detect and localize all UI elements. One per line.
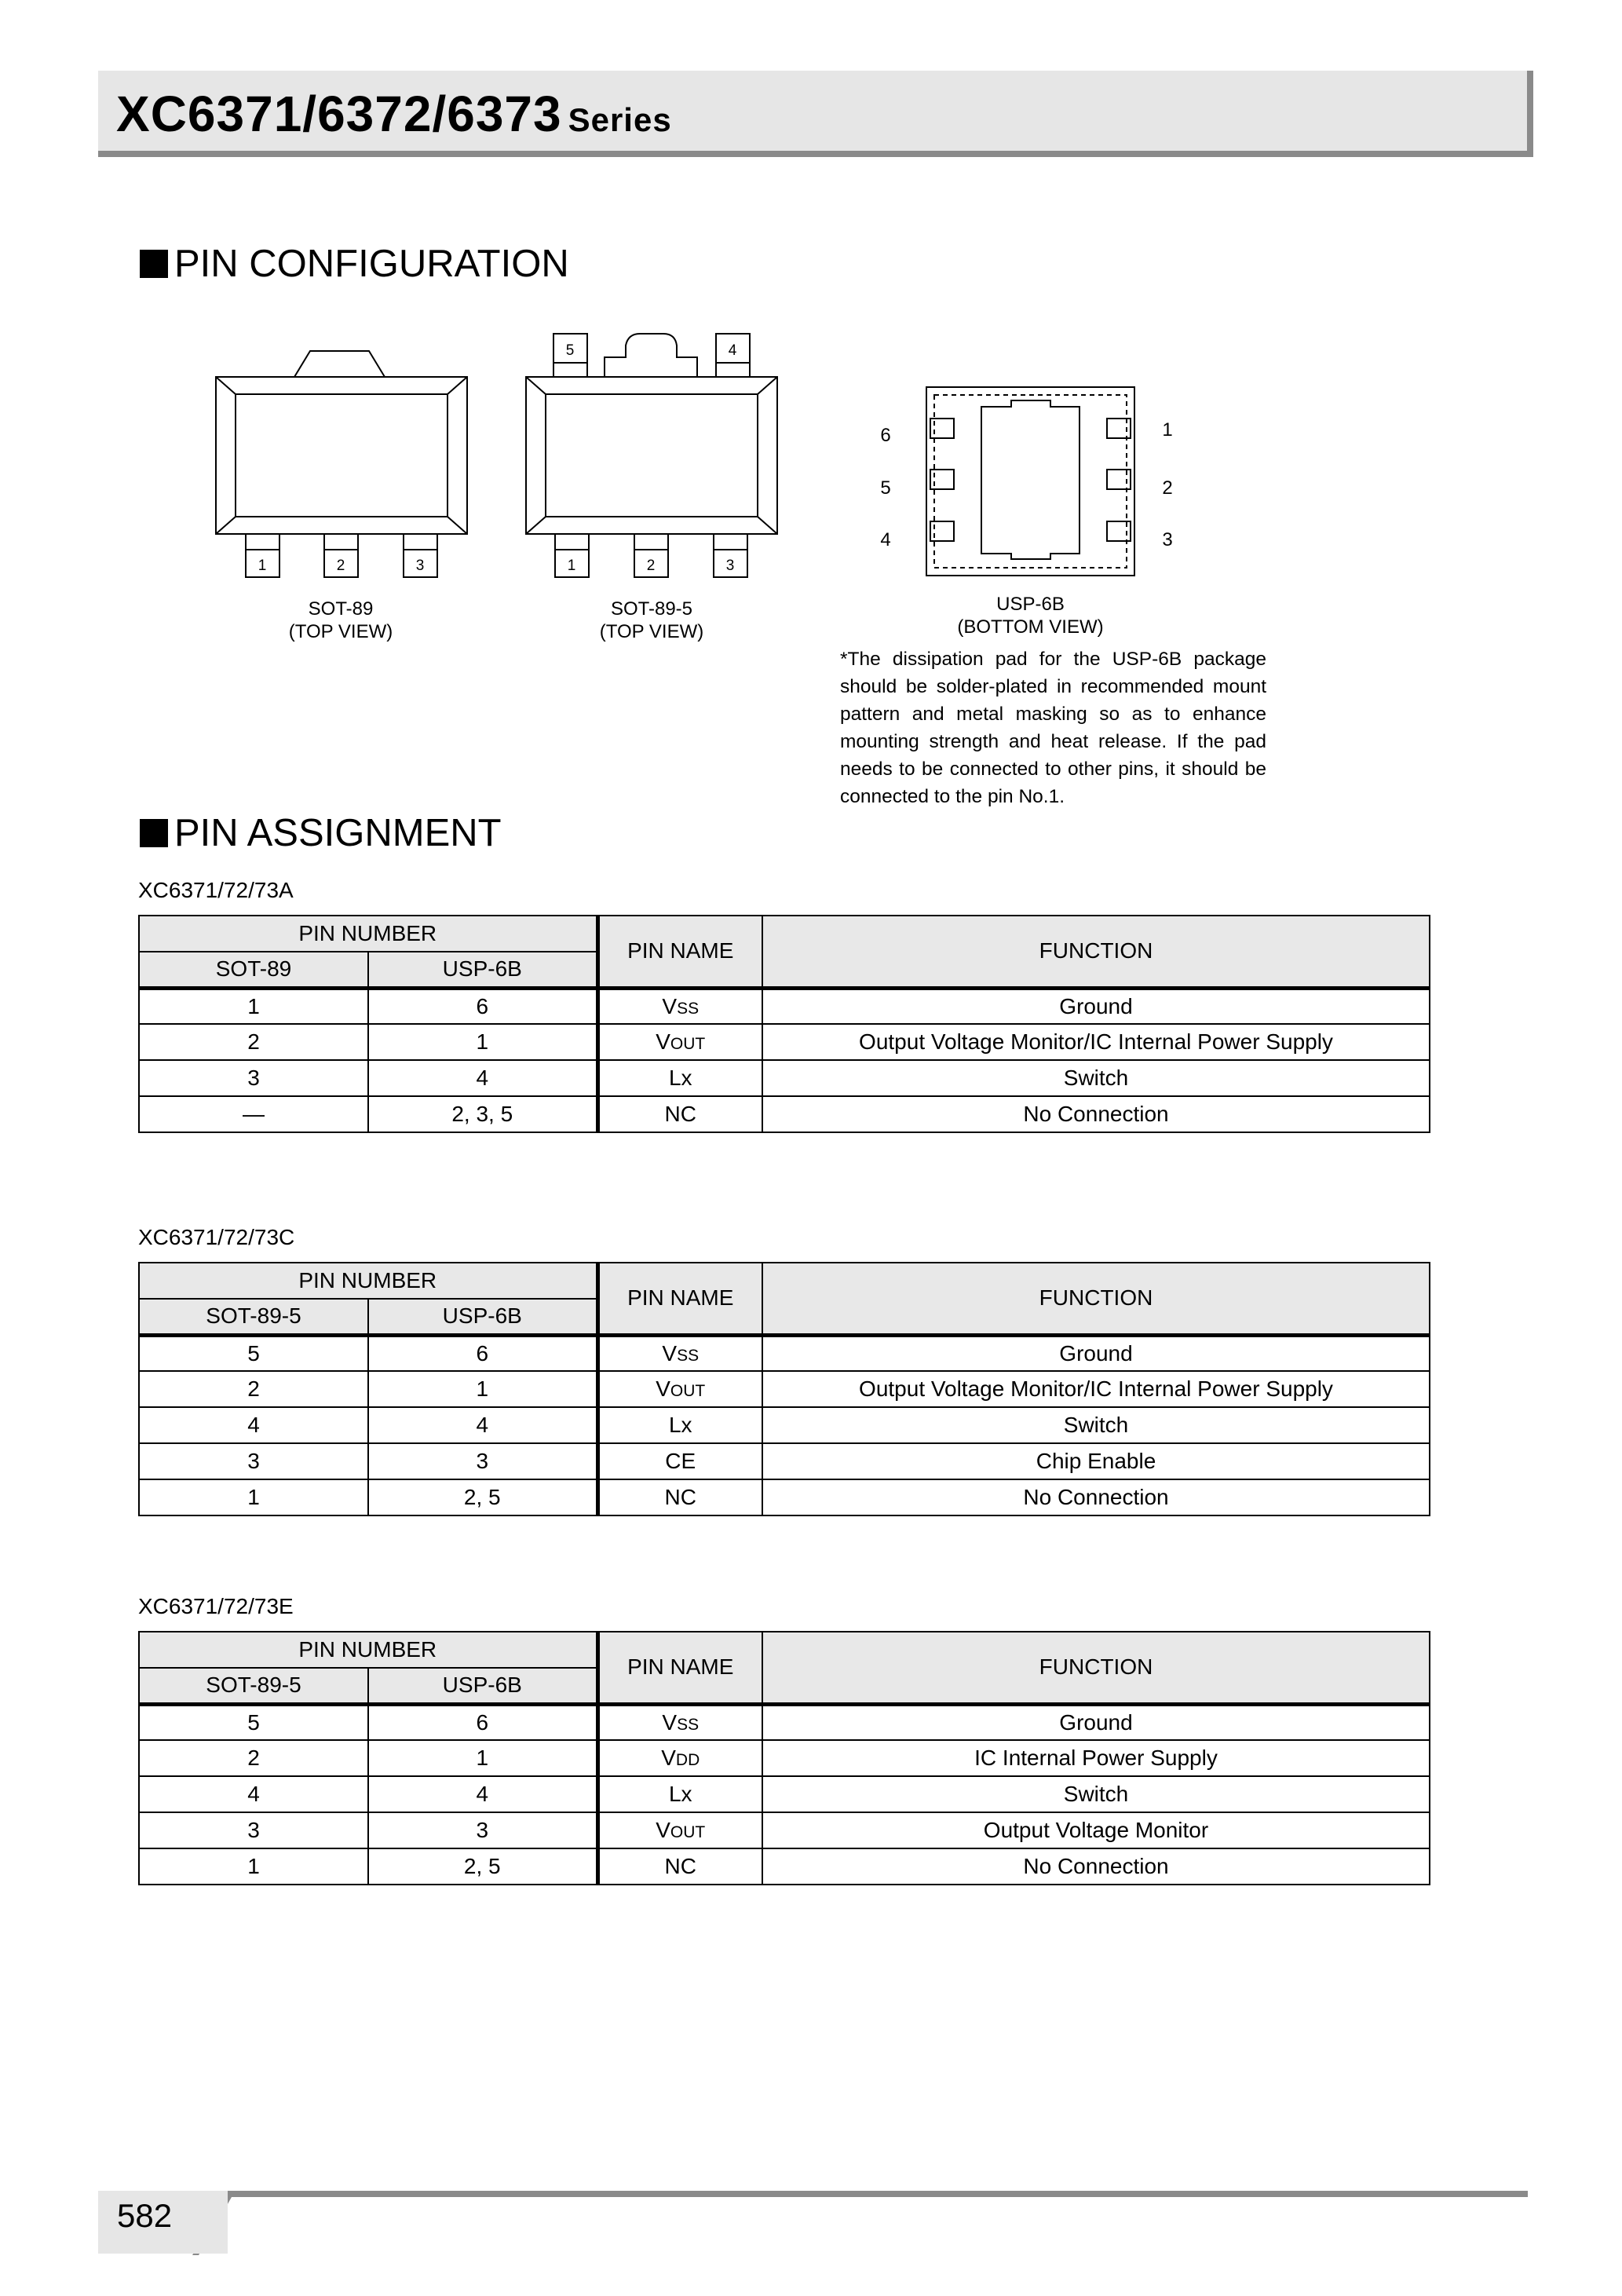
sot89-5-name: SOT-89-5 <box>610 598 693 620</box>
footer-rule <box>212 2191 1528 2197</box>
pin-name-sub: OUT <box>670 1035 706 1053</box>
table-row <box>139 988 1430 1024</box>
pin-number-header: PIN NUMBER <box>139 1263 597 1299</box>
pin-name-sub: SS <box>677 1715 700 1734</box>
pin-name-header: PIN NAME <box>597 916 762 988</box>
cell-pkg1: 1 <box>139 1848 368 1885</box>
cell-function: IC Internal Power Supply <box>762 1740 1430 1776</box>
pkg1-header: SOT-89 <box>139 952 368 988</box>
cell-pkg1: 5 <box>139 1704 368 1740</box>
pkg2-header: USP-6B <box>368 952 597 988</box>
cell-function: Output Voltage Monitor/IC Internal Power Supply <box>762 1371 1430 1407</box>
cell-pkg2: 1 <box>368 1024 597 1060</box>
cell-pkg1: ― <box>139 1096 368 1132</box>
square-bullet-icon <box>140 819 168 847</box>
page-number: 582 <box>117 2197 173 2234</box>
sot89-pin-3: 3 <box>415 558 425 574</box>
page-number-box <box>98 2191 228 2254</box>
cell-pkg2: 6 <box>368 988 597 1024</box>
cell-pkg1: 4 <box>139 1776 368 1812</box>
cell-pkg1: 5 <box>139 1335 368 1371</box>
usp6b-pin-2: 2 <box>1162 477 1173 499</box>
pin-assignment-title <box>140 811 502 855</box>
pin-name-sub: SS <box>677 999 700 1018</box>
cell-pkg1: 2 <box>139 1024 368 1060</box>
table-e-subtitle: XC6371/72/73E <box>138 1594 294 1618</box>
pin-name-header: PIN NAME <box>597 1263 762 1335</box>
sot89-5-view: (TOP VIEW) <box>599 621 704 642</box>
pin-name-main: Lx <box>668 1782 692 1806</box>
cell-pin-name <box>597 1060 762 1096</box>
cell-pin-name <box>597 1371 762 1407</box>
sot89-5-pin-3: 3 <box>725 558 735 574</box>
cell-function: Chip Enable <box>762 1443 1430 1479</box>
usp6b-pin-6: 6 <box>880 425 891 446</box>
pkg2-header: USP-6B <box>368 1299 597 1335</box>
cell-pkg1: 2 <box>139 1740 368 1776</box>
cell-function: No Connection <box>762 1096 1430 1132</box>
cell-pin-name <box>597 1776 762 1812</box>
sot89-5-pin-4: 4 <box>728 342 737 359</box>
pin-name-sub: SS <box>677 1346 700 1365</box>
cell-pin-name <box>597 1096 762 1132</box>
cell-function: No Connection <box>762 1848 1430 1885</box>
function-header: FUNCTION <box>762 1263 1430 1335</box>
table-row <box>139 1371 1430 1407</box>
pin-name-main: V <box>662 993 678 1018</box>
pin-name-main: CE <box>665 1449 696 1473</box>
cell-pkg1: 2 <box>139 1371 368 1407</box>
table-row <box>139 1776 1430 1812</box>
cell-pkg2: 6 <box>368 1704 597 1740</box>
usp6b-note: *The dissipation pad for the USP-6B package should be solder-plated in recommended mount pattern and metal masking so as to enhance mounting strength and heat release. If the pad needs to be connected to other pins, it should be connected to the pin No.1. <box>840 649 1266 807</box>
sot89-pin-1: 1 <box>258 558 267 574</box>
title-text: XC6371/6372/6373 <box>116 86 562 142</box>
sot89-5-pin-1: 1 <box>567 558 576 574</box>
pin-name-main: V <box>656 1377 670 1401</box>
table-row <box>139 1024 1430 1060</box>
sot89-label <box>262 598 419 643</box>
sot89-name: SOT-89 <box>308 598 374 620</box>
usp6b-pin-3: 3 <box>1162 529 1173 550</box>
table-row <box>139 1443 1430 1479</box>
usp6b-label <box>934 593 1127 638</box>
table-row <box>139 1812 1430 1848</box>
cell-pin-name <box>597 1443 762 1479</box>
cell-pkg2: 4 <box>368 1407 597 1443</box>
cell-pkg1: 3 <box>139 1443 368 1479</box>
cell-pkg2: 1 <box>368 1371 597 1407</box>
cell-function: Switch <box>762 1407 1430 1443</box>
sot89-5-pin-2: 2 <box>646 558 656 574</box>
cell-function: Ground <box>762 988 1430 1024</box>
pin-name-sub: OUT <box>670 1823 706 1841</box>
cell-pin-name <box>597 1407 762 1443</box>
cell-pin-name <box>597 1740 762 1776</box>
cell-pin-name <box>597 1024 762 1060</box>
usp6b-diagram <box>880 387 1172 576</box>
pin-name-main: NC <box>664 1102 696 1126</box>
pin-name-sub: OUT <box>670 1382 706 1400</box>
cell-function: No Connection <box>762 1479 1430 1515</box>
pin-name-main: V <box>656 1029 670 1054</box>
sot89-5-diagram <box>526 334 777 577</box>
sot89-view: (TOP VIEW) <box>288 621 393 642</box>
package-diagrams <box>0 0 1622 707</box>
table-row <box>139 1848 1430 1885</box>
cell-pkg2: 2, 5 <box>368 1848 597 1885</box>
cell-pin-name <box>597 1479 762 1515</box>
cell-pkg2: 3 <box>368 1812 597 1848</box>
pin-number-header: PIN NUMBER <box>139 1632 597 1668</box>
function-header: FUNCTION <box>762 1632 1430 1704</box>
cell-pkg2: 4 <box>368 1060 597 1096</box>
cell-function: Switch <box>762 1060 1430 1096</box>
cell-pin-name <box>597 1704 762 1740</box>
table-row <box>139 1335 1430 1371</box>
pkg2-header: USP-6B <box>368 1668 597 1704</box>
usp6b-name: USP-6B <box>996 594 1065 615</box>
pkg1-header: SOT-89-5 <box>139 1668 368 1704</box>
pin-config-title-text: PIN CONFIGURATION <box>174 243 569 285</box>
cell-function: Ground <box>762 1704 1430 1740</box>
pin-table-e <box>138 1631 1430 1885</box>
table-row <box>139 1060 1430 1096</box>
pin-name-main: V <box>662 1340 678 1366</box>
table-row <box>139 1479 1430 1515</box>
cell-pkg1: 1 <box>139 988 368 1024</box>
table-c-subtitle: XC6371/72/73C <box>138 1225 295 1249</box>
pin-table-a <box>138 915 1430 1133</box>
pin-table-c <box>138 1262 1430 1516</box>
cell-pkg2: 3 <box>368 1443 597 1479</box>
usp6b-pin-5: 5 <box>880 477 891 499</box>
table-row <box>139 1704 1430 1740</box>
pin-name-main: V <box>656 1818 670 1842</box>
table-row <box>139 1407 1430 1443</box>
pkg1-header: SOT-89-5 <box>139 1299 368 1335</box>
cell-pkg1: 3 <box>139 1812 368 1848</box>
cell-pkg2: 6 <box>368 1335 597 1371</box>
cell-pkg2: 2, 5 <box>368 1479 597 1515</box>
pin-number-header: PIN NUMBER <box>139 916 597 952</box>
pin-name-main: V <box>661 1746 676 1770</box>
pin-name-main: NC <box>664 1854 696 1878</box>
cell-pin-name <box>597 988 762 1024</box>
cell-pkg1: 1 <box>139 1479 368 1515</box>
table-row <box>139 1096 1430 1132</box>
cell-pin-name <box>597 1812 762 1848</box>
usp6b-view: (BOTTOM VIEW) <box>957 616 1104 638</box>
cell-pkg2: 1 <box>368 1740 597 1776</box>
cell-function: Switch <box>762 1776 1430 1812</box>
sot89-5-label <box>573 598 730 643</box>
usp6b-pin-4: 4 <box>880 529 891 550</box>
table-a-subtitle: XC6371/72/73A <box>138 878 294 902</box>
cell-pkg2: 4 <box>368 1776 597 1812</box>
cell-pkg1: 4 <box>139 1407 368 1443</box>
pin-name-main: NC <box>664 1485 696 1509</box>
cell-function: Output Voltage Monitor <box>762 1812 1430 1848</box>
pin-name-header: PIN NAME <box>597 1632 762 1704</box>
pin-name-main: Lx <box>668 1066 692 1090</box>
cell-pin-name <box>597 1848 762 1885</box>
title-series: Series <box>568 101 672 138</box>
cell-pin-name <box>597 1335 762 1371</box>
function-header: FUNCTION <box>762 916 1430 988</box>
cell-pkg1: 3 <box>139 1060 368 1096</box>
pin-name-sub: DD <box>675 1751 700 1769</box>
usp6b-pin-1: 1 <box>1162 419 1173 441</box>
pin-name-main: Lx <box>668 1413 692 1437</box>
cell-pkg2: 2, 3, 5 <box>368 1096 597 1132</box>
table-row <box>139 1740 1430 1776</box>
sot89-pin-2: 2 <box>336 558 345 574</box>
cell-function: Ground <box>762 1335 1430 1371</box>
sot89-5-pin-5: 5 <box>565 342 575 359</box>
sot89-diagram <box>216 351 467 577</box>
pin-assignment-title-text: PIN ASSIGNMENT <box>174 812 502 854</box>
pin-name-main: V <box>662 1709 678 1735</box>
cell-function: Output Voltage Monitor/IC Internal Power Supply <box>762 1024 1430 1060</box>
